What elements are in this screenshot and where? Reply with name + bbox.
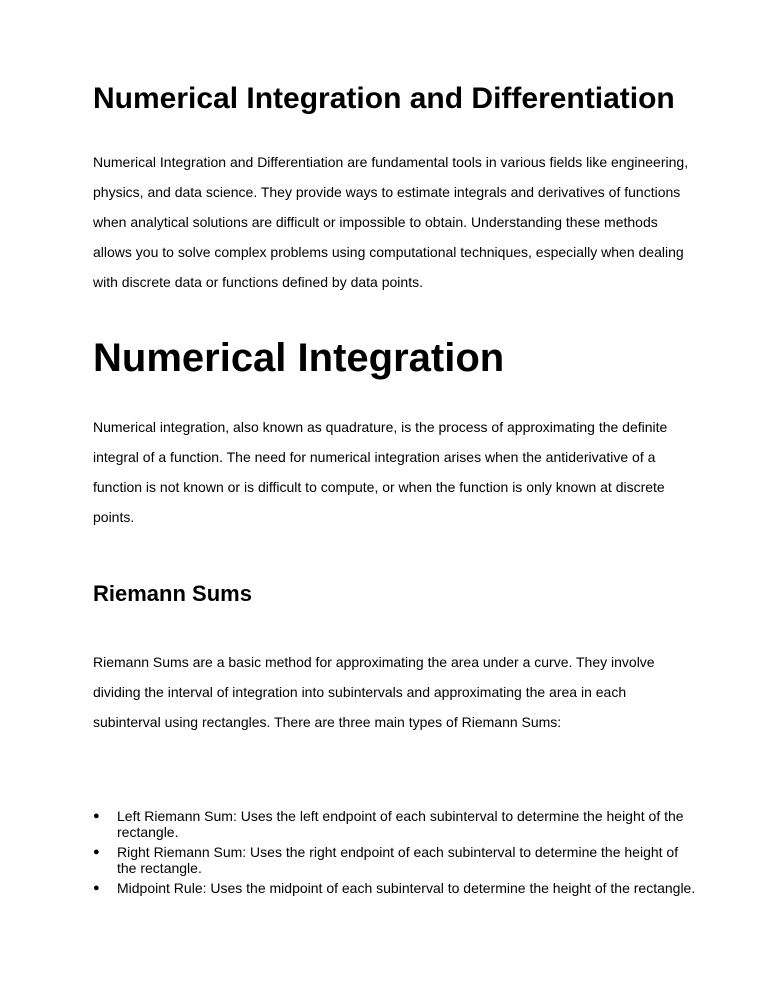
subsection-heading: Riemann Sums bbox=[93, 581, 252, 606]
section-paragraph: Numerical integration, also known as quadrature, is the process of approximating the definite integral of a function. The need for numerical integration arises when the antiderivative of a function is not known or is difficult to compute, or when the function is only known at discrete points. bbox=[93, 419, 668, 525]
subsection-paragraph: Riemann Sums are a basic method for approximating the area under a curve. They involve dividing the interval of integration into subintervals and approximating the area in each subinterval using rectangles. There are three main types of Riemann Sums: bbox=[93, 654, 655, 730]
section-heading: Numerical Integration bbox=[93, 336, 505, 380]
document-title: Numerical Integration and Differentiation bbox=[93, 82, 675, 115]
list-item: ● Right Riemann Sum: Uses the right endpoint of each subinterval to determine the height of the rectangle. bbox=[117, 844, 697, 876]
bullet-list bbox=[93, 808, 697, 900]
list-item: ● Left Riemann Sum: Uses the left endpoint of each subinterval to determine the height of the rectangle. bbox=[117, 808, 697, 840]
list-item: ● Midpoint Rule: Uses the midpoint of each subinterval to determine the height of the rectangle. bbox=[117, 880, 697, 896]
intro-paragraph: Numerical Integration and Differentiation are fundamental tools in various fields like engineering, physics, and data science. They provide ways to estimate integrals and derivatives of functions when analytical solutions are difficult or impossible to obtain. Understanding these methods allows you to solve complex problems using computational techniques, especially when dealing with discrete data or functions defined by data points. bbox=[93, 154, 689, 290]
